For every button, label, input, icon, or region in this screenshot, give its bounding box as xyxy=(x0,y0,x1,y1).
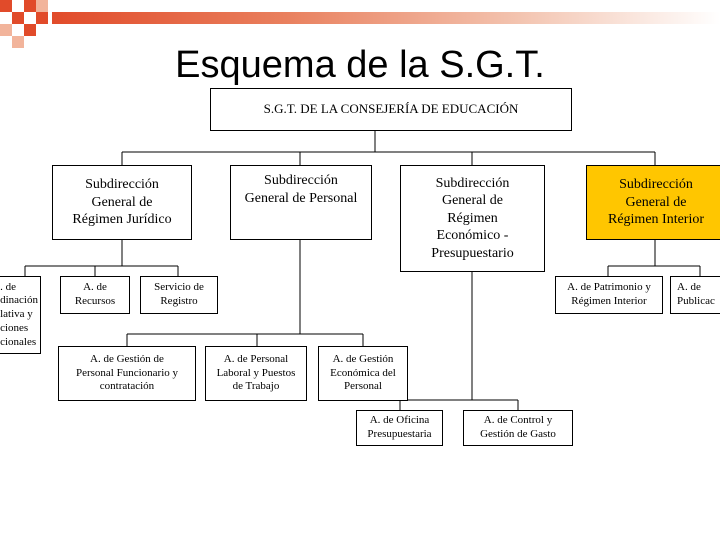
node-label: A. de Personal Laboral y Puestos de Trabajo xyxy=(216,352,296,393)
node-label: A. de Gestión de Personal Funcionario y contratación xyxy=(75,352,179,393)
node-label: Subdirección General de Régimen Interior xyxy=(607,177,705,228)
node-subdireccion-personal xyxy=(230,165,372,240)
node-label: A. de Recursos xyxy=(74,281,116,307)
node-area-oficina-presupuestaria xyxy=(356,410,443,446)
node-label: A. de Publicac xyxy=(677,281,715,307)
node-label: Servicio de Registro xyxy=(154,281,204,307)
node-subdireccion-interior xyxy=(586,165,720,240)
page-title: Esquema de la S.G.T. xyxy=(175,44,545,86)
node-area-publicaciones xyxy=(670,276,720,314)
node-subdireccion-juridico xyxy=(52,165,192,240)
node-sgt xyxy=(210,88,572,131)
node-label: Subdirección General de Régimen Económico - Presupuestario xyxy=(431,175,514,261)
node-area-personal-laboral xyxy=(205,346,307,401)
node-area-coordinacion xyxy=(0,276,41,354)
node-label: A. de Gestión Económica del Personal xyxy=(330,352,396,393)
node-label: Subdirección General de Personal xyxy=(244,173,358,206)
node-area-control-gasto xyxy=(463,410,573,446)
node-area-gestion-economica xyxy=(318,346,408,401)
node-area-gestion-personal xyxy=(58,346,196,401)
node-sgt-label: S.G.T. DE LA CONSEJERÍA DE EDUCACIÓN xyxy=(263,101,519,117)
node-label: Subdirección General de Régimen Jurídico xyxy=(72,177,172,228)
node-label: . de dinación lativa y ciones cionales xyxy=(0,280,38,348)
node-label: A. de Control y Gestión de Gasto xyxy=(480,414,556,440)
node-label: A. de Oficina Presupuestaria xyxy=(367,414,432,440)
node-area-recursos xyxy=(60,276,130,314)
node-label: A. de Patrimonio y Régimen Interior xyxy=(567,281,651,307)
node-subdireccion-economico xyxy=(400,165,545,272)
node-area-patrimonio xyxy=(555,276,663,314)
node-servicio-registro xyxy=(140,276,218,314)
